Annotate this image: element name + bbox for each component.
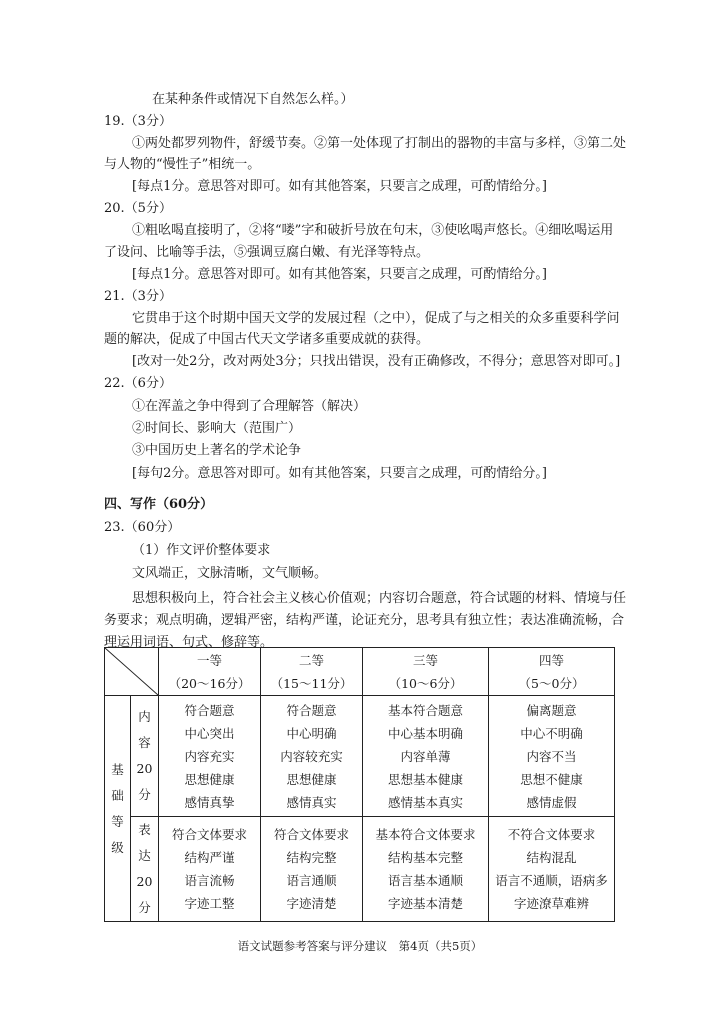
header-grade-3: 三等 （10～6分） <box>363 648 489 696</box>
q19-scoring-note: [每点1分。意思答对即可。如有其他答案，只要言之成理，可酌情给分。] <box>132 179 547 194</box>
q23-paragraph-1: 文风端正，文脉清晰，文气顺畅。 <box>132 566 328 581</box>
q20-scoring-note: [每点1分。意思答对即可。如有其他答案，只要言之成理，可酌情给分。] <box>132 267 547 282</box>
header-grade-1: 一等 （20～16分） <box>159 648 261 696</box>
q20-answer-line2: 了设问、比喻等手法，⑤强调豆腐白嫩、有光泽等特点。 <box>104 245 430 260</box>
content-cell-grade-1: 符合题意 中心突出 内容充实 思想健康 感情真挚 <box>159 696 261 817</box>
page-footer: 语文试题参考答案与评分建议 第4页（共5页） <box>237 939 483 953</box>
q19-heading: 19.（3分） <box>104 114 172 129</box>
header-grade-4: 四等 （5～0分） <box>489 648 615 696</box>
expression-label: 表 达 20 分 <box>131 817 159 922</box>
q22-heading: 22.（6分） <box>104 376 172 391</box>
q21-scoring-note: [改对一处2分，改对两处3分；只找出错误，没有正确修改，不得分；意思答对即可。] <box>132 354 621 369</box>
q23-heading: 23.（60分） <box>104 520 181 535</box>
content-cell-grade-4: 偏离题意 中心不明确 内容不当 思想不健康 感情虚假 <box>489 696 615 817</box>
basic-level-label: 基 础 等 级 <box>105 696 131 922</box>
q23-paragraph-2-line2: 务要求；观点明确，逻辑严密，结构严谨，论证充分，思考具有独立性；表达准确流畅，合 <box>104 613 625 628</box>
table-corner-cell <box>105 648 159 696</box>
q23-subheading-1: （1）作文评价整体要求 <box>132 543 271 558</box>
q22-answer-1: ①在浑盖之争中得到了合理解答（解决） <box>132 399 367 414</box>
q23-paragraph-2-line1: 思想积极向上，符合社会主义核心价值观；内容切合题意，符合试题的材料、情境与任 <box>132 591 627 606</box>
expression-cell-grade-2: 符合文体要求 结构完整 语言通顺 字迹清楚 <box>261 817 363 922</box>
header-grade-2: 二等 （15～11分） <box>261 648 363 696</box>
q20-heading: 20.（5分） <box>104 201 172 216</box>
content-cell-grade-2: 符合题意 中心明确 内容较充实 思想健康 感情真实 <box>261 696 363 817</box>
q21-heading: 21.（3分） <box>104 289 172 304</box>
essay-grading-table <box>104 647 615 922</box>
q21-answer-line1: 它贯串于这个时期中国天文学的发展过程（之中），促成了与之相关的众多重要科学问 <box>132 311 620 326</box>
q19-answer-line1: ①两处都罗列物件，舒缓节奏。②第一处体现了打制出的器物的丰富与多样，③第二处 <box>132 136 627 151</box>
content-label: 内 容 20 分 <box>131 696 159 817</box>
section-writing-heading: 四、写作（60分） <box>104 497 214 512</box>
q20-answer-line1: ①粗吆喝直接明了，②将“喽”字和破折号放在句末，③使吆喝声悠长。④细吆喝运用 <box>132 223 614 238</box>
expression-cell-grade-4: 不符合文体要求 结构混乱 语言不通顺，语病多 字迹潦草难辨 <box>489 817 615 922</box>
q19-answer-line2: 与人物的“慢性子”相统一。 <box>104 157 261 172</box>
q22-scoring-note: [每句2分。意思答对即可。如有其他答案，只要言之成理，可酌情给分。] <box>132 466 547 481</box>
expression-cell-grade-3: 基本符合文体要求 结构基本完整 语言基本通顺 字迹基本清楚 <box>363 817 489 922</box>
q22-answer-3: ③中国历史上著名的学术论争 <box>132 443 302 458</box>
q23-paragraph-2-line3: 理运用词语、句式、修辞等。 <box>104 635 274 650</box>
corner-diagonal-line <box>105 648 158 695</box>
q21-answer-line2: 题的解决，促成了中国古代天文学诸多重要成就的获得。 <box>104 332 430 347</box>
q22-answer-2: ②时间长、影响大（范围广） <box>132 421 302 436</box>
q18-tail: 在某种条件或情况下自然怎么样。） <box>152 92 354 107</box>
content-cell-grade-3: 基本符合题意 中心基本明确 内容单薄 思想基本健康 感情基本真实 <box>363 696 489 817</box>
expression-cell-grade-1: 符合文体要求 结构严谨 语言流畅 字迹工整 <box>159 817 261 922</box>
